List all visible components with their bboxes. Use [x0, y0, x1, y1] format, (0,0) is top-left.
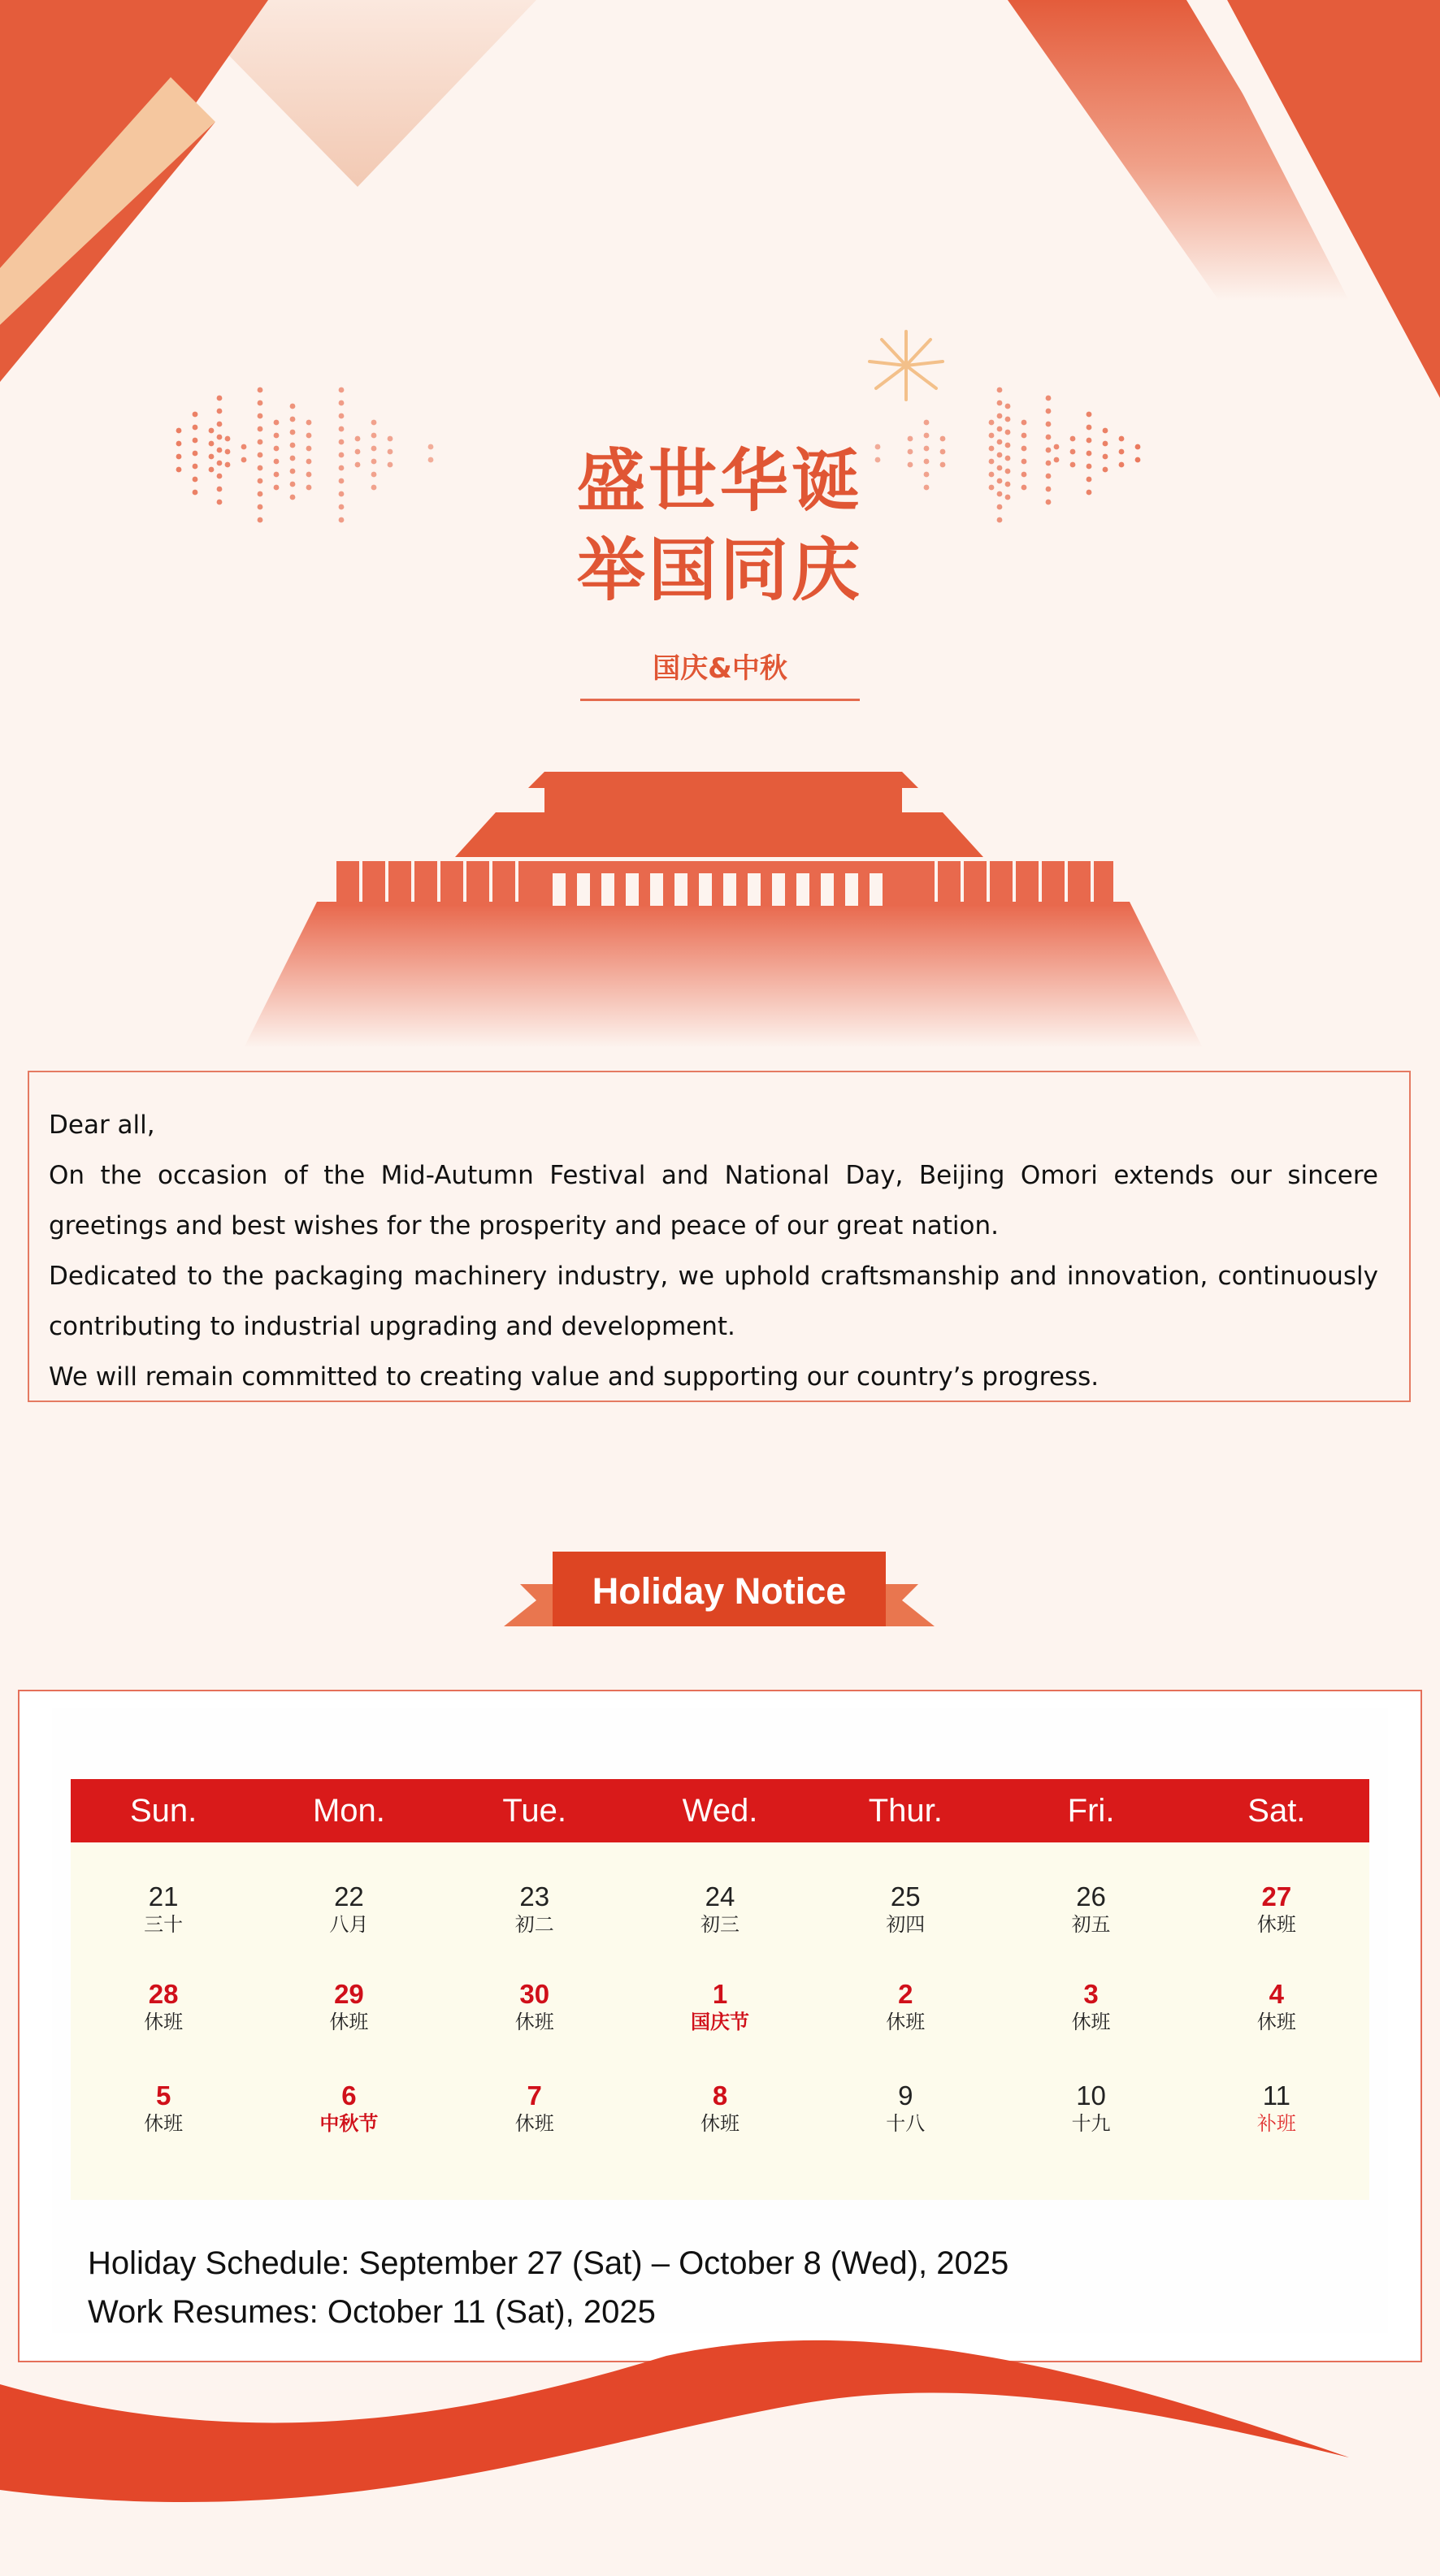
weekday-tue: Tue. — [502, 1793, 566, 1829]
calendar-day-cell — [1228, 2080, 1325, 2136]
calendar-day-label: 初三 — [700, 1913, 740, 1936]
calendar-day-label: 休班 — [144, 2011, 184, 2033]
calendar-day-cell — [857, 1881, 954, 1937]
calendar-day-cell — [115, 1979, 212, 2034]
calendar-day-label: 休班 — [1256, 1913, 1296, 1936]
calendar-day-cell — [1228, 1979, 1325, 2034]
calendar-day-cell — [115, 2080, 212, 2136]
letter-paragraph: We will remain committed to creating value and supporting our country’s progress. — [49, 1362, 1100, 1392]
calendar-day-number: 28 — [148, 1979, 179, 2009]
calendar-day-label: 三十 — [144, 1913, 184, 1936]
calendar-day-number: 2 — [898, 1979, 913, 2009]
firework-icon — [861, 325, 951, 406]
calendar-day-number: 21 — [148, 1881, 179, 1911]
subtitle-underline — [580, 699, 860, 701]
calendar-day-number: 25 — [890, 1881, 921, 1911]
weekday-sun: Sun. — [129, 1793, 197, 1829]
calendar-day-label: 十八 — [886, 2112, 926, 2135]
holiday-schedule-text: Holiday Schedule: September 27 (Sat) – October 8 (Wed), 2025 — [88, 2245, 1009, 2281]
hero-title-line1: 盛世华诞 — [576, 441, 863, 521]
greeting-letter — [28, 1071, 1411, 1402]
weekday-mon: Mon. — [312, 1793, 385, 1829]
hero-title-line2: 举国同庆 — [576, 530, 863, 610]
calendar-day-label: 休班 — [514, 2011, 554, 2033]
holiday-notice-title: Holiday Notice — [592, 1570, 847, 1612]
work-resumes-text: Work Resumes: October 11 (Sat), 2025 — [88, 2294, 656, 2330]
calendar-day-number: 9 — [898, 2080, 913, 2111]
calendar-day-number: 29 — [334, 1979, 364, 2009]
weekday-fri: Fri. — [1067, 1793, 1115, 1829]
calendar-day-label: 休班 — [700, 2112, 740, 2135]
calendar-day-label: 休班 — [886, 2011, 926, 2033]
calendar-day-label: 国庆节 — [691, 2011, 749, 2033]
calendar-day-cell — [115, 1881, 212, 1937]
calendar-day-label: 十九 — [1071, 2112, 1111, 2135]
calendar-day-number: 3 — [1083, 1979, 1099, 2009]
calendar-day-cell — [486, 1979, 583, 2034]
calendar-day-cell — [1228, 1881, 1325, 1937]
calendar-day-number: 4 — [1269, 1979, 1285, 2009]
calendar-day-number: 11 — [1262, 2080, 1290, 2111]
calendar-day-label: 八月 — [329, 1913, 369, 1936]
letter-paragraph: On the occasion of the Mid-Autumn Festival and National Day, Beijing Omori extends our sincere greetings and best wishes for the prosperity and peace of our great nation. — [49, 1161, 1378, 1240]
calendar-grid — [71, 1842, 1369, 2200]
weekday-thu: Thur. — [868, 1793, 943, 1829]
calendar-day-cell — [671, 1979, 769, 2034]
calendar-day-number: 26 — [1076, 1881, 1106, 1911]
calendar-weekday-header — [71, 1779, 1369, 1842]
calendar-day-label: 补班 — [1256, 2112, 1296, 2135]
calendar-day-cell — [300, 2080, 397, 2136]
calendar-day-label: 中秋节 — [319, 2112, 379, 2135]
calendar-day-cell — [1043, 2080, 1140, 2136]
calendar-day-number: 27 — [1261, 1881, 1292, 1911]
weekday-wed: Wed. — [682, 1793, 758, 1829]
calendar-day-number: 24 — [705, 1881, 735, 1911]
calendar-day-cell — [671, 1881, 769, 1937]
letter-greeting: Dear all, — [49, 1110, 155, 1140]
calendar-day-cell — [300, 1881, 397, 1937]
calendar-day-label: 休班 — [1071, 2011, 1111, 2033]
calendar-day-cell — [857, 2080, 954, 2136]
bottom-wave-decoration — [0, 2323, 1440, 2576]
calendar-day-number: 1 — [712, 1979, 728, 2009]
calendar-day-cell — [671, 2080, 769, 2136]
calendar-day-cell — [857, 1979, 954, 2034]
calendar-day-label: 休班 — [1256, 2011, 1296, 2033]
calendar-day-cell — [486, 2080, 583, 2136]
calendar-day-cell — [1043, 1979, 1140, 2034]
letter-paragraph: Dedicated to the packaging machinery industry, we uphold craftsmanship and innovation, continuously contributing to industrial upgrading and development. — [49, 1262, 1378, 1341]
hero-subtitle: 国庆&中秋 — [653, 652, 787, 685]
calendar-day-cell — [486, 1881, 583, 1937]
calendar-day-label: 初二 — [514, 1913, 554, 1936]
calendar-day-number: 6 — [341, 2080, 357, 2111]
calendar-day-number: 8 — [712, 2080, 728, 2111]
calendar-day-number: 5 — [155, 2080, 171, 2111]
calendar-day-number: 10 — [1076, 2080, 1106, 2111]
calendar-day-label: 休班 — [144, 2112, 184, 2135]
calendar-day-cell — [1043, 1881, 1140, 1937]
calendar-day-number: 23 — [519, 1881, 550, 1911]
tiananmen-illustration — [228, 764, 1219, 1056]
calendar-day-number: 22 — [334, 1881, 364, 1911]
weekday-sat: Sat. — [1247, 1793, 1306, 1829]
calendar-day-cell — [300, 1979, 397, 2034]
calendar-day-label: 初四 — [886, 1913, 926, 1936]
calendar-day-label: 休班 — [329, 2011, 369, 2033]
calendar-day-number: 30 — [519, 1979, 550, 2009]
calendar-day-number: 7 — [527, 2080, 542, 2111]
calendar-day-label: 休班 — [514, 2112, 554, 2135]
calendar-day-label: 初五 — [1071, 1913, 1111, 1936]
